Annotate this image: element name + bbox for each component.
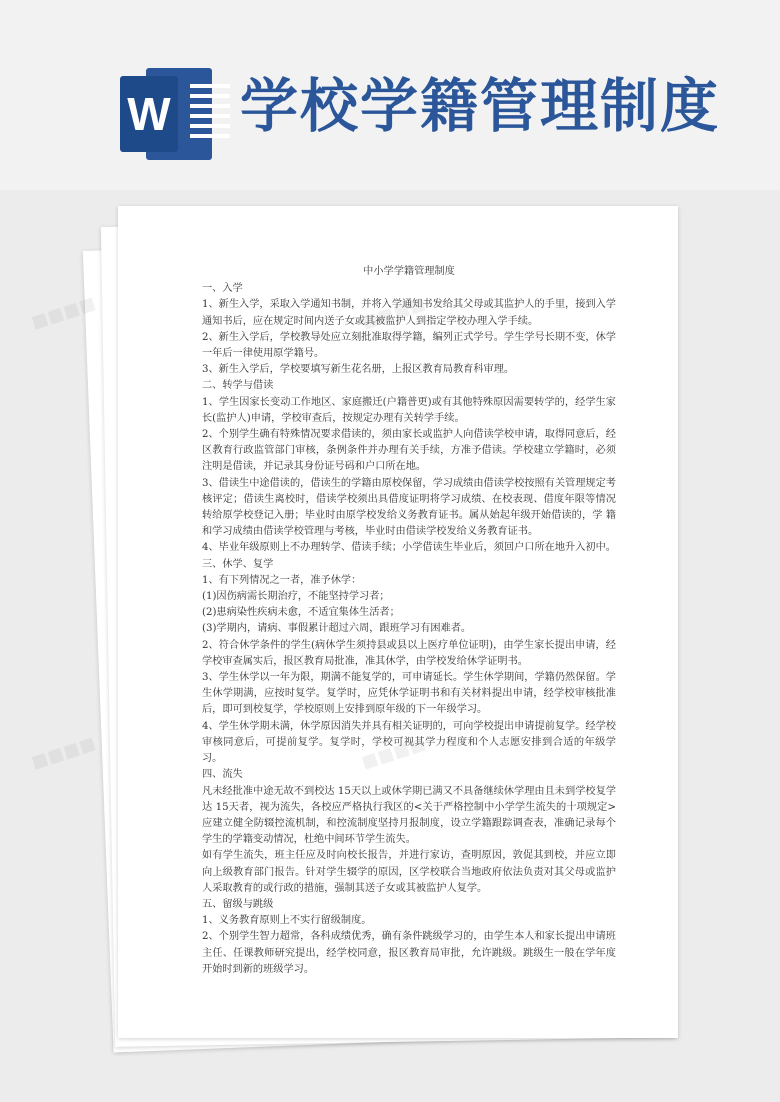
document-paragraph: 2、个别学生智力超常，各科成绩优秀，确有条件跳级学习的，由学生本人和家长提出申请班主任、任课教师研究提出，经学校同意，报区教育局审批，允许跳级。跳级生一般在学年度开始时到新的班级学习。 — [202, 931, 616, 975]
watermark: ◼◼◼◼ — [27, 290, 99, 334]
document-paragraph: 一、入学 — [202, 283, 243, 295]
document-paragraph: 2、新生入学后，学校教导处应立刻批准取得学籍，编列正式学号。学生学号长期不变，休学一年后一律使用原学籍号。 — [202, 331, 616, 360]
document-paragraph: 3、借读生中途借读的，借读生的学籍由原校保留，学习成绩由借读学校按照有关管理规定考核评定；借读生离校时，借读学校须出具借度证明将学习成绩、在校表现、借度年限等情况转给原学校登记入册；毕业时由原学校发给义务教育证书。属从始起年级开始借读的，学 籍和学习成绩由借读学校管理与考核，毕业时由借读学校发给义务教育证书。 — [202, 477, 616, 538]
document-body — [202, 264, 616, 978]
watermark: ◼◼◼◼ — [357, 730, 429, 774]
watermark: ◼◼◼◼ — [357, 290, 429, 334]
document-paragraph: 3、学生休学以一年为限，期满不能复学的，可申请延长。学生休学期间，学籍仍然保留。学生休学期满，应按时复学。复学时，应凭休学证明书和有关材料提出申请，经学校审核批准后，即可到校复学，学校原则上安排到原年级的下一年级学习。 — [202, 672, 616, 716]
banner — [0, 0, 780, 190]
document-paragraph: 四、流失 — [202, 769, 243, 781]
document-paragraph: 1、义务教育原则上不实行留级制度。 — [202, 915, 372, 927]
document-paragraph: (1)因伤病需长期治疗，不能坚持学习者； — [202, 591, 390, 603]
document-paragraph: 二、转学与借读 — [202, 380, 274, 392]
document-paragraph: 3、新生入学后，学校要填写新生花名册，上报区教育局教育科审理。 — [202, 364, 515, 376]
document-paragraph: 2、个别学生确有特殊情况要求借读的，须由家长或监护人向借读学校申请，取得同意后，经区教育行政监管部门审核，条例条件并办理有关手续，方准予借读。学校建立学籍时，必须注明是借读，并记录其身份证号码和户口所在地。 — [202, 429, 616, 473]
document-title: 中小学学籍管理制度 — [363, 266, 455, 277]
document-paragraph: 4、学生休学期未满，休学原因消失并具有相关证明的，可向学校提出申请提前复学。经学校审核同意后，可提前复学。复学时，学校可视其学力程度和个人志愿安排到合适的年级学习。 — [202, 720, 616, 765]
document-paragraph: 1、学生因家长变动工作地区、家庭搬迁(户籍普更)或有其他特殊原因需要转学的，经学生家长(监护人)申请，学校审查后，按规定办理有关转学手续。 — [202, 396, 616, 424]
document-paragraph: 如有学生流失，班主任应及时向校长报告，并进行家访，查明原因，敦促其到校，并应立即向上级教育部门报告。针对学生辍学的原因，区学校联合当地政府依法负责对其父母或监护 人采取教育的或行政的措施，强制其送子女或其被监护人复学。 — [202, 850, 616, 894]
page-title: 学校学籍管理制度 — [240, 72, 721, 140]
document-paragraph: 1、新生入学，采取入学通知书制，并将入学通知书发给其父母或其监护人的手里，接到入学通知书后，应在规定时间内送子女或其被监护人到指定学校办理入学手续。 — [202, 299, 616, 327]
document-paragraph: 4、毕业年级原则上不办理转学、借读手续；小学借读生毕业后，须回户口所在地升入初中。三、休学、复学 — [202, 542, 616, 570]
document-paragraph: (3)学期内，请病、事假累计超过六周，跟班学习有困难者。 — [202, 623, 472, 635]
watermark: ◼◼◼◼ — [27, 730, 99, 774]
document-paragraph: 2、符合休学条件的学生(病休学生须持县或县以上医疗单位证明)，由学生家长提出申请，经学校审查属实后，报区教育局批准，准其休学，由学校发给休学证明书。 — [202, 639, 616, 667]
document-paragraph: 1、有下列情况之一者，准予休学： — [202, 574, 362, 586]
document-paragraph: (2)患病染性疾病未愈，不适宜集体生活者； — [202, 607, 400, 619]
document-paragraph: 凡未经批准中途无故不到校达 15天以上或休学期已满又不具备继续休学理由且未到学校复学达 15天者，视为流失，各校应严格执行我区的<关于严格控制中小学学生流失的十项规定>应建立健全防辍控流机制，和控流制度坚持月报制度，设立学籍跟踪调查表，准确记录每个学生的学籍变动情况，杜绝中间环节学生流失。 — [202, 785, 616, 846]
document-paragraph: 五、留级与跳级 — [202, 898, 274, 910]
word-icon-letter: W — [120, 76, 178, 152]
word-icon — [120, 68, 212, 160]
document-paragraphs — [202, 281, 616, 978]
word-icon-lines — [190, 84, 230, 144]
